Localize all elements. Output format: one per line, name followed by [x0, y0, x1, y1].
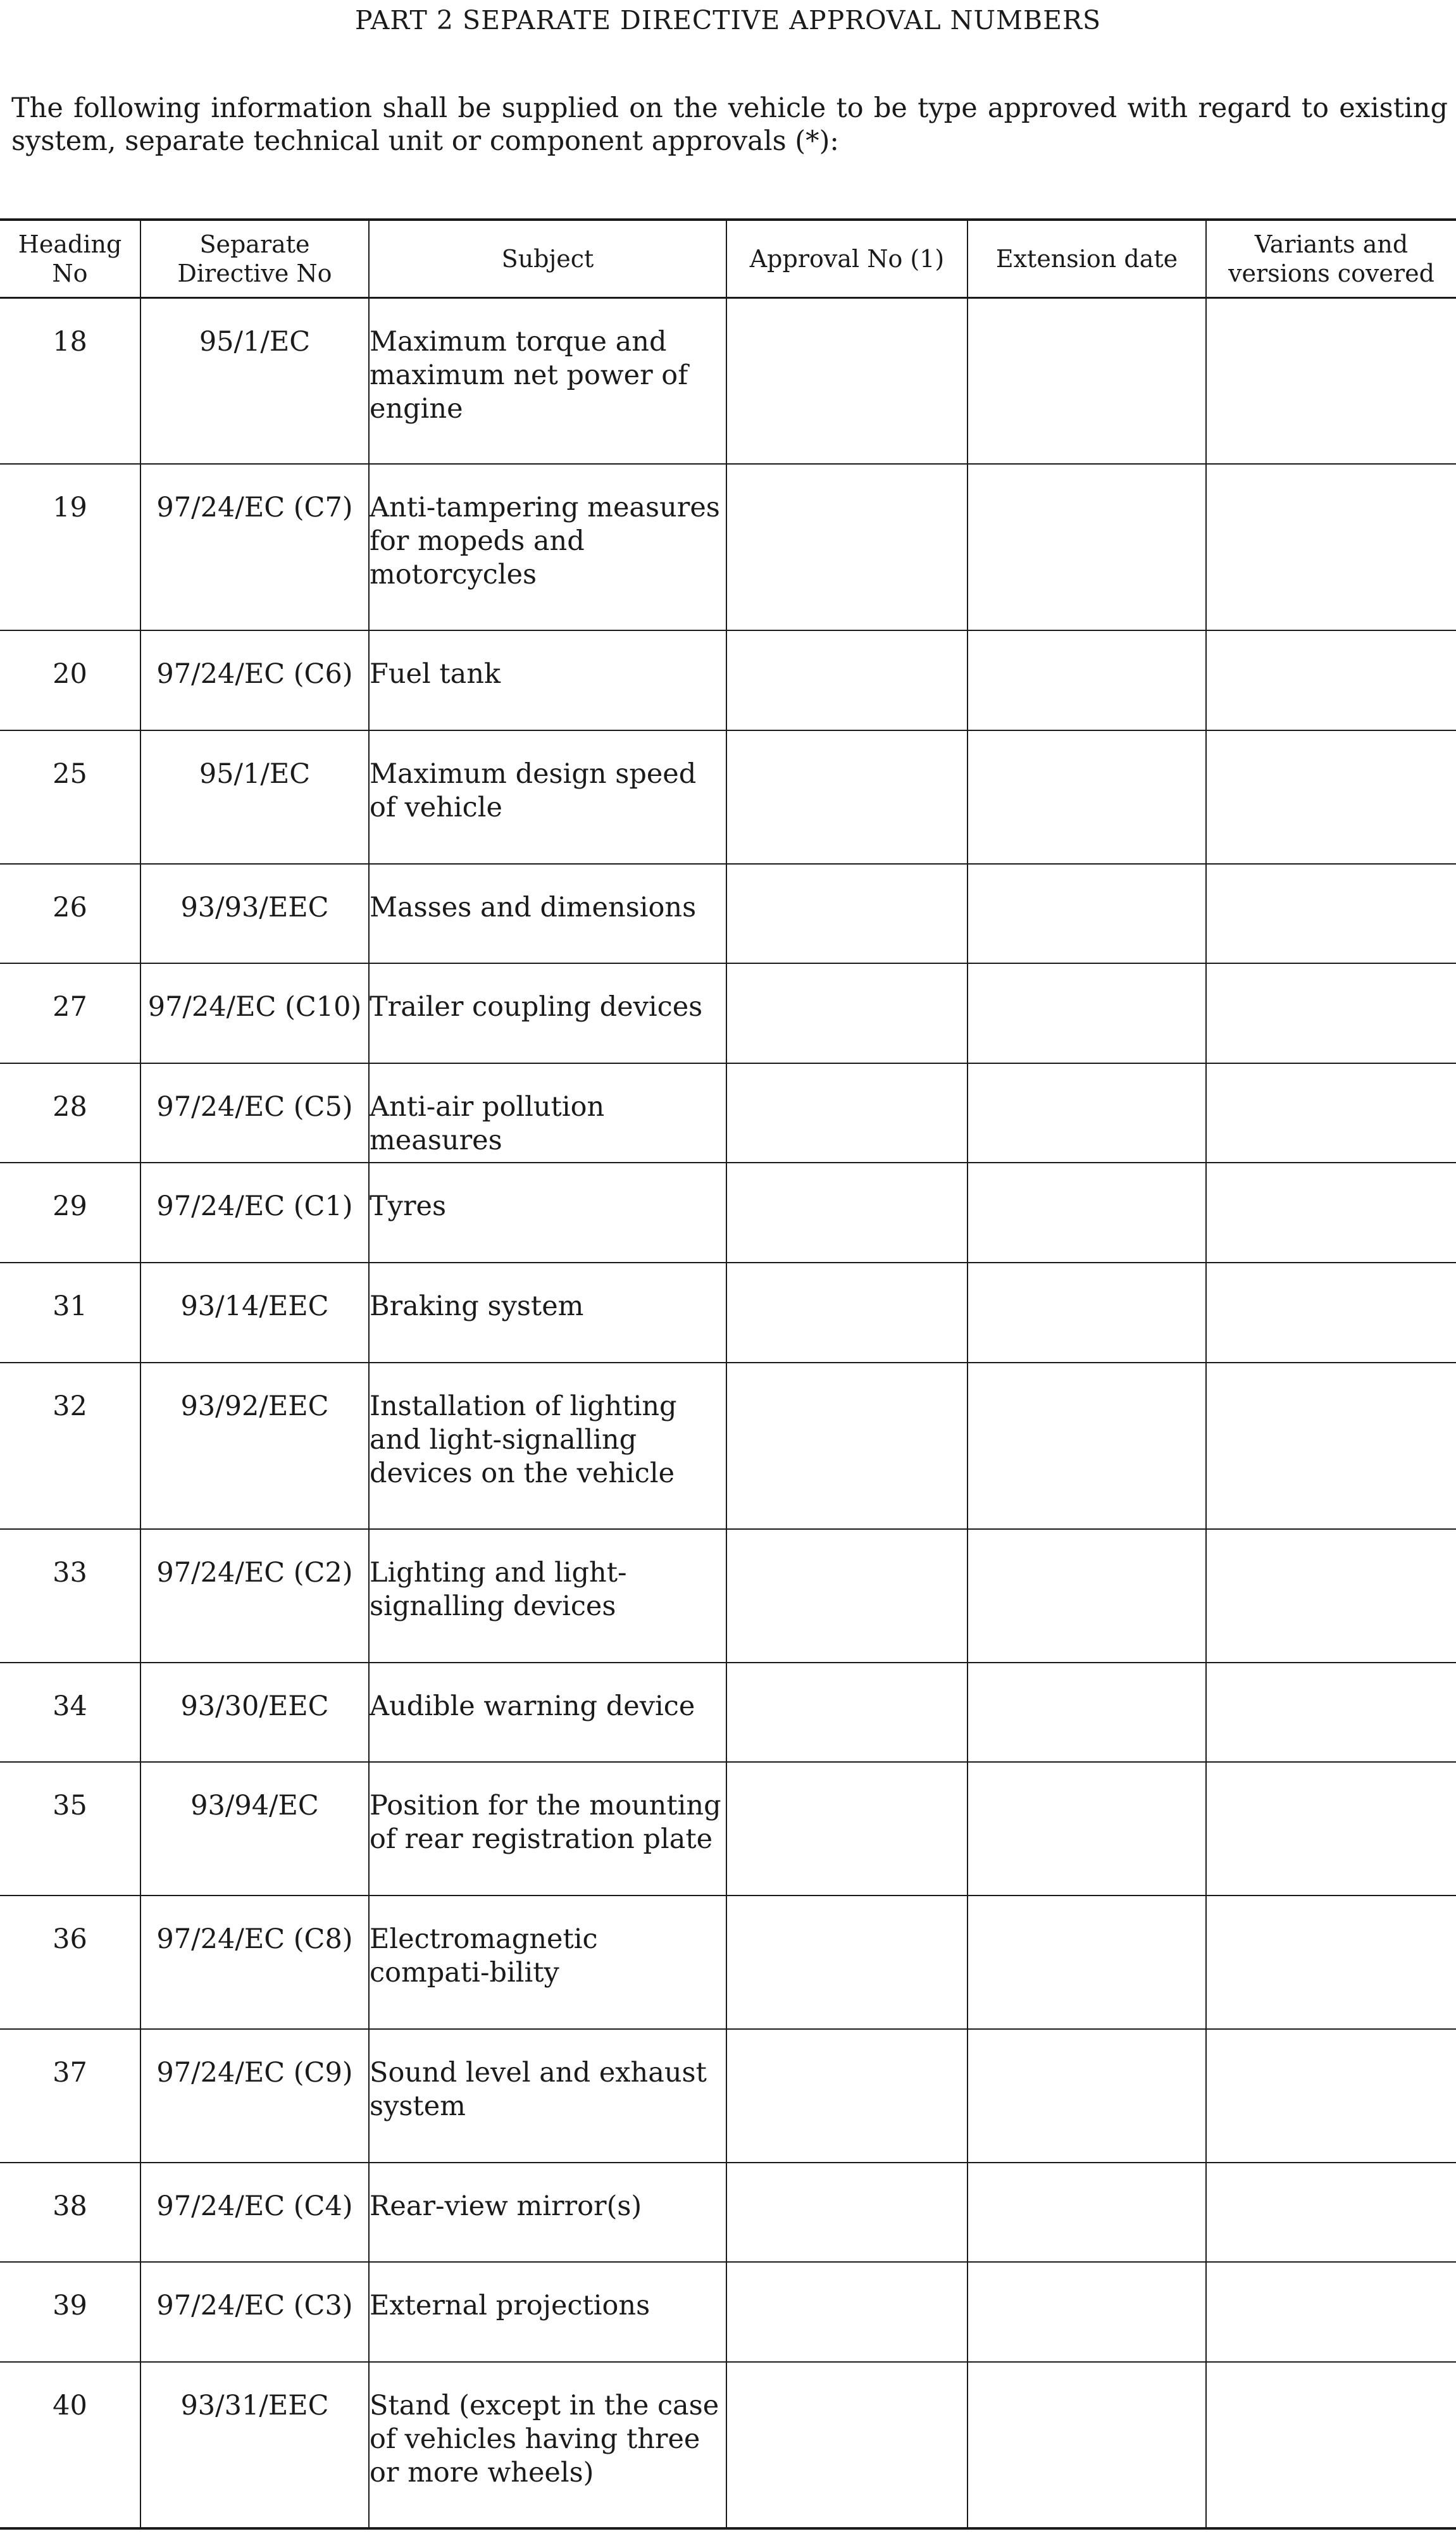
variants-cell: [1206, 1363, 1456, 1529]
subject-cell: Masses and dimensions: [369, 864, 726, 964]
heading-no-cell: 36: [0, 1896, 140, 2029]
heading-no-cell: 27: [0, 963, 140, 1063]
approval-no-cell: [726, 2262, 968, 2362]
variants-cell: [1206, 1896, 1456, 2029]
table-row: [0, 2362, 1456, 2528]
extension-date-cell: [968, 630, 1206, 730]
heading-no-cell: 20: [0, 630, 140, 730]
directive-no-cell: 97/24/EC (C1): [140, 1163, 369, 1263]
approval-no-cell: [726, 464, 968, 630]
approval-no-cell: [726, 1663, 968, 1763]
variants-cell: [1206, 2262, 1456, 2362]
header-variants: Variants and versions covered: [1206, 220, 1456, 297]
header-extension-date: Extension date: [968, 220, 1206, 297]
approval-no-cell: [726, 1896, 968, 2029]
variants-cell: [1206, 2163, 1456, 2263]
subject-cell: Sound level and exhaust system: [369, 2029, 726, 2163]
directive-no-cell: 93/94/EC: [140, 1762, 369, 1896]
variants-cell: [1206, 1063, 1456, 1163]
table-row: [0, 730, 1456, 864]
extension-date-cell: [968, 1363, 1206, 1529]
heading-no-cell: 19: [0, 464, 140, 630]
directive-no-cell: 93/92/EEC: [140, 1363, 369, 1529]
header-approval-no: Approval No (1): [726, 220, 968, 297]
table-row: [0, 864, 1456, 964]
directive-no-cell: 97/24/EC (C2): [140, 1529, 369, 1663]
header-directive-no: Separate Directive No: [140, 220, 369, 297]
heading-no-cell: 26: [0, 864, 140, 964]
variants-cell: [1206, 1263, 1456, 1363]
extension-date-cell: [968, 2163, 1206, 2263]
approval-no-cell: [726, 1263, 968, 1363]
table-header-row: [0, 220, 1456, 297]
directive-no-cell: 97/24/EC (C10): [140, 963, 369, 1063]
variants-cell: [1206, 1529, 1456, 1663]
approval-no-cell: [726, 963, 968, 1063]
subject-cell: Stand (except in the case of vehicles having three or more wheels): [369, 2362, 726, 2528]
extension-date-cell: [968, 2362, 1206, 2528]
heading-no-cell: 33: [0, 1529, 140, 1663]
table-row: [0, 630, 1456, 730]
variants-cell: [1206, 630, 1456, 730]
extension-date-cell: [968, 2029, 1206, 2163]
table-row: [0, 1163, 1456, 1263]
directive-no-cell: 93/31/EEC: [140, 2362, 369, 2528]
variants-cell: [1206, 2029, 1456, 2163]
subject-cell: Braking system: [369, 1263, 726, 1363]
variants-cell: [1206, 864, 1456, 964]
directive-no-cell: 93/14/EEC: [140, 1263, 369, 1363]
heading-no-cell: 34: [0, 1663, 140, 1763]
approval-no-cell: [726, 297, 968, 464]
heading-no-cell: 40: [0, 2362, 140, 2528]
table-row: [0, 1529, 1456, 1663]
table-row: [0, 2262, 1456, 2362]
extension-date-cell: [968, 1896, 1206, 2029]
heading-no-cell: 39: [0, 2262, 140, 2362]
extension-date-cell: [968, 1663, 1206, 1763]
subject-cell: Maximum design speed of vehicle: [369, 730, 726, 864]
table-row: [0, 1063, 1456, 1163]
heading-no-cell: 31: [0, 1263, 140, 1363]
directive-no-cell: 93/30/EEC: [140, 1663, 369, 1763]
page-title: PART 2 SEPARATE DIRECTIVE APPROVAL NUMBERS: [354, 5, 1102, 35]
table-row: [0, 1896, 1456, 2029]
approval-numbers-table: [0, 218, 1456, 2530]
variants-cell: [1206, 2362, 1456, 2528]
extension-date-cell: [968, 464, 1206, 630]
extension-date-cell: [968, 730, 1206, 864]
directive-no-cell: 97/24/EC (C4): [140, 2163, 369, 2263]
approval-no-cell: [726, 1163, 968, 1263]
approval-no-cell: [726, 1529, 968, 1663]
table-row: [0, 2163, 1456, 2263]
approval-no-cell: [726, 1363, 968, 1529]
subject-cell: External projections: [369, 2262, 726, 2362]
directive-no-cell: 93/93/EEC: [140, 864, 369, 964]
table-row: [0, 1263, 1456, 1363]
subject-cell: Anti-tampering measures for mopeds and motorcycles: [369, 464, 726, 630]
approval-no-cell: [726, 1762, 968, 1896]
extension-date-cell: [968, 864, 1206, 964]
subject-cell: Audible warning device: [369, 1663, 726, 1763]
subject-cell: Electromagnetic compati-bility: [369, 1896, 726, 2029]
variants-cell: [1206, 730, 1456, 864]
directive-no-cell: 97/24/EC (C9): [140, 2029, 369, 2163]
table-row: [0, 2029, 1456, 2163]
extension-date-cell: [968, 1163, 1206, 1263]
approval-no-cell: [726, 630, 968, 730]
subject-cell: Maximum torque and maximum net power of engine: [369, 297, 726, 464]
table-row: [0, 1663, 1456, 1763]
directive-no-cell: 95/1/EC: [140, 730, 369, 864]
directive-no-cell: 97/24/EC (C5): [140, 1063, 369, 1163]
subject-cell: Installation of lighting and light-signalling devices on the vehicle: [369, 1363, 726, 1529]
intro-paragraph: The following information shall be supplied on the vehicle to be type approved with regard to existing system, separate technical unit or component approvals (*):: [11, 92, 1448, 157]
extension-date-cell: [968, 1263, 1206, 1363]
subject-cell: Anti-air pollution measures: [369, 1063, 726, 1163]
directive-no-cell: 97/24/EC (C7): [140, 464, 369, 630]
table-row: [0, 1363, 1456, 1529]
variants-cell: [1206, 1762, 1456, 1896]
directive-no-cell: 97/24/EC (C3): [140, 2262, 369, 2362]
variants-cell: [1206, 464, 1456, 630]
table-row: [0, 297, 1456, 464]
heading-no-cell: 28: [0, 1063, 140, 1163]
heading-no-cell: 18: [0, 297, 140, 464]
directive-no-cell: 97/24/EC (C8): [140, 1896, 369, 2029]
extension-date-cell: [968, 297, 1206, 464]
approval-no-cell: [726, 730, 968, 864]
heading-no-cell: 25: [0, 730, 140, 864]
heading-no-cell: 35: [0, 1762, 140, 1896]
directive-no-cell: 97/24/EC (C6): [140, 630, 369, 730]
heading-no-cell: 32: [0, 1363, 140, 1529]
header-heading-no: Heading No: [0, 220, 140, 297]
extension-date-cell: [968, 963, 1206, 1063]
header-subject: Subject: [369, 220, 726, 297]
variants-cell: [1206, 1663, 1456, 1763]
variants-cell: [1206, 963, 1456, 1063]
directive-no-cell: 95/1/EC: [140, 297, 369, 464]
approval-no-cell: [726, 1063, 968, 1163]
extension-date-cell: [968, 1529, 1206, 1663]
approval-no-cell: [726, 2163, 968, 2263]
heading-no-cell: 29: [0, 1163, 140, 1263]
variants-cell: [1206, 297, 1456, 464]
heading-no-cell: 37: [0, 2029, 140, 2163]
extension-date-cell: [968, 1762, 1206, 1896]
subject-cell: Rear-view mirror(s): [369, 2163, 726, 2263]
table-row: [0, 1762, 1456, 1896]
extension-date-cell: [968, 1063, 1206, 1163]
subject-cell: Trailer coupling devices: [369, 963, 726, 1063]
variants-cell: [1206, 1163, 1456, 1263]
extension-date-cell: [968, 2262, 1206, 2362]
approval-no-cell: [726, 2029, 968, 2163]
approval-no-cell: [726, 2362, 968, 2528]
approval-no-cell: [726, 864, 968, 964]
table-row: [0, 963, 1456, 1063]
subject-cell: Lighting and light-signalling devices: [369, 1529, 726, 1663]
subject-cell: Fuel tank: [369, 630, 726, 730]
subject-cell: Tyres: [369, 1163, 726, 1263]
heading-no-cell: 38: [0, 2163, 140, 2263]
table-row: [0, 464, 1456, 630]
subject-cell: Position for the mounting of rear registration plate: [369, 1762, 726, 1896]
